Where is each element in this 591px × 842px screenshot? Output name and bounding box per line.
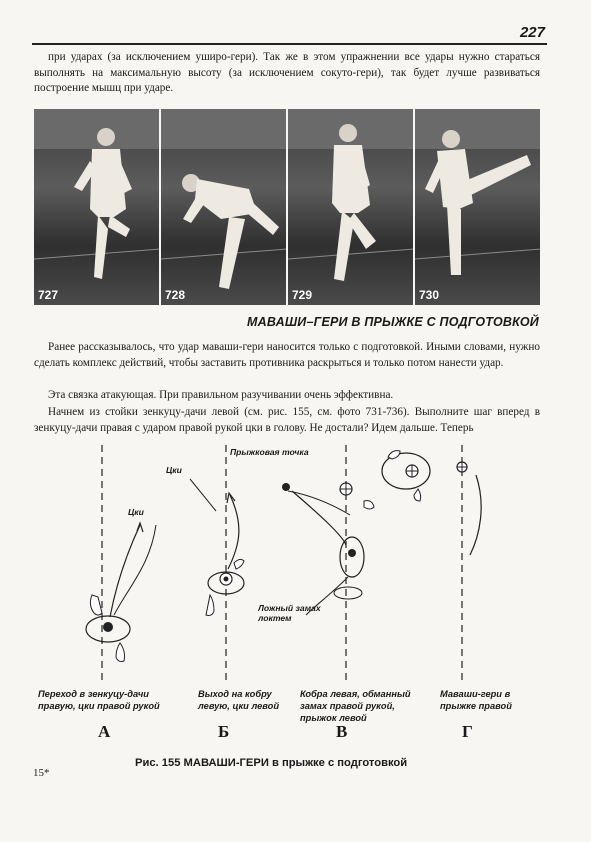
tsuki-label-b: Цки bbox=[166, 465, 182, 475]
stage-a-letter: А bbox=[98, 722, 111, 741]
stage-a-caption: Переход в зенкуцу-дачи правую, цки правой рукой bbox=[38, 689, 160, 711]
photo-729 bbox=[288, 109, 413, 305]
photo-label: 730 bbox=[419, 288, 440, 302]
stage-v-figure bbox=[230, 447, 374, 633]
stage-g-caption: Маваши-гери в прыжке правой bbox=[440, 689, 512, 711]
stage-v-caption: Кобра левая, обманный замах правой рукой, прыжок левой bbox=[300, 689, 411, 723]
page-number: 227 bbox=[519, 24, 545, 41]
body-paragraph: Эта связка атакующая. При правильном разучивании очень эффективна. bbox=[48, 389, 394, 401]
fighter-silhouette-icon bbox=[288, 109, 413, 305]
body-paragraph: Ранее рассказывалось, что удар маваши-гери наносится только с подготовкой. Иными словами, нужно сделать комплекс действий, чтобы заставить противника раскрыться и только потом нанести удар. bbox=[34, 341, 540, 369]
stage-a-figure bbox=[86, 507, 156, 662]
tsuki-label-a: Цки bbox=[128, 507, 144, 517]
photo-strip bbox=[34, 109, 540, 305]
figure-caption: Рис. 155 МАВАШИ-ГЕРИ в прыжке с подготовкой bbox=[135, 757, 408, 769]
header-rule bbox=[32, 43, 547, 45]
fighter-silhouette-icon bbox=[415, 109, 540, 305]
stage-g-letter: Г bbox=[462, 722, 473, 741]
photo-label: 727 bbox=[38, 288, 59, 302]
stage-g-figure bbox=[382, 451, 481, 555]
stage-b-letter: Б bbox=[218, 722, 230, 741]
photo-728 bbox=[161, 109, 286, 305]
photo-730 bbox=[415, 109, 540, 305]
jump-point-label: Прыжковая точка bbox=[230, 447, 309, 457]
stage-b-caption: Выход на кобру левую, цки левой bbox=[198, 689, 280, 711]
intro-paragraph: при ударах (за исключением уширо-гери). Так же в этом упражнении все удары нужно стараться выполнять на максимальную высоту (за исключением сокуто-гери), так будет лучше развиваться построение мышц при ударе. bbox=[34, 51, 540, 94]
page-signature: 15* bbox=[33, 767, 50, 779]
fighter-silhouette-icon bbox=[161, 109, 286, 305]
movement-diagram bbox=[30, 445, 550, 685]
section-title: МАВАШИ–ГЕРИ В ПРЫЖКЕ С ПОДГОТОВКОЙ bbox=[247, 315, 539, 329]
stage-b-figure bbox=[166, 465, 244, 616]
stage-v-letter: В bbox=[336, 722, 348, 741]
photo-727 bbox=[34, 109, 159, 305]
photo-label: 728 bbox=[165, 288, 186, 302]
photo-label: 729 bbox=[292, 288, 313, 302]
false-swing-label: Ложный замах локтем bbox=[258, 603, 321, 623]
fighter-silhouette-icon bbox=[34, 109, 159, 305]
body-paragraph: Начнем из стойки зенкуцу-дачи левой (см. рис. 155, см. фото 731-736). Выполните шаг вперед в зенкуцу-дачи правая с ударом правой рукой цки в голову. Не достали? Идем дальше. Теперь bbox=[34, 406, 540, 434]
